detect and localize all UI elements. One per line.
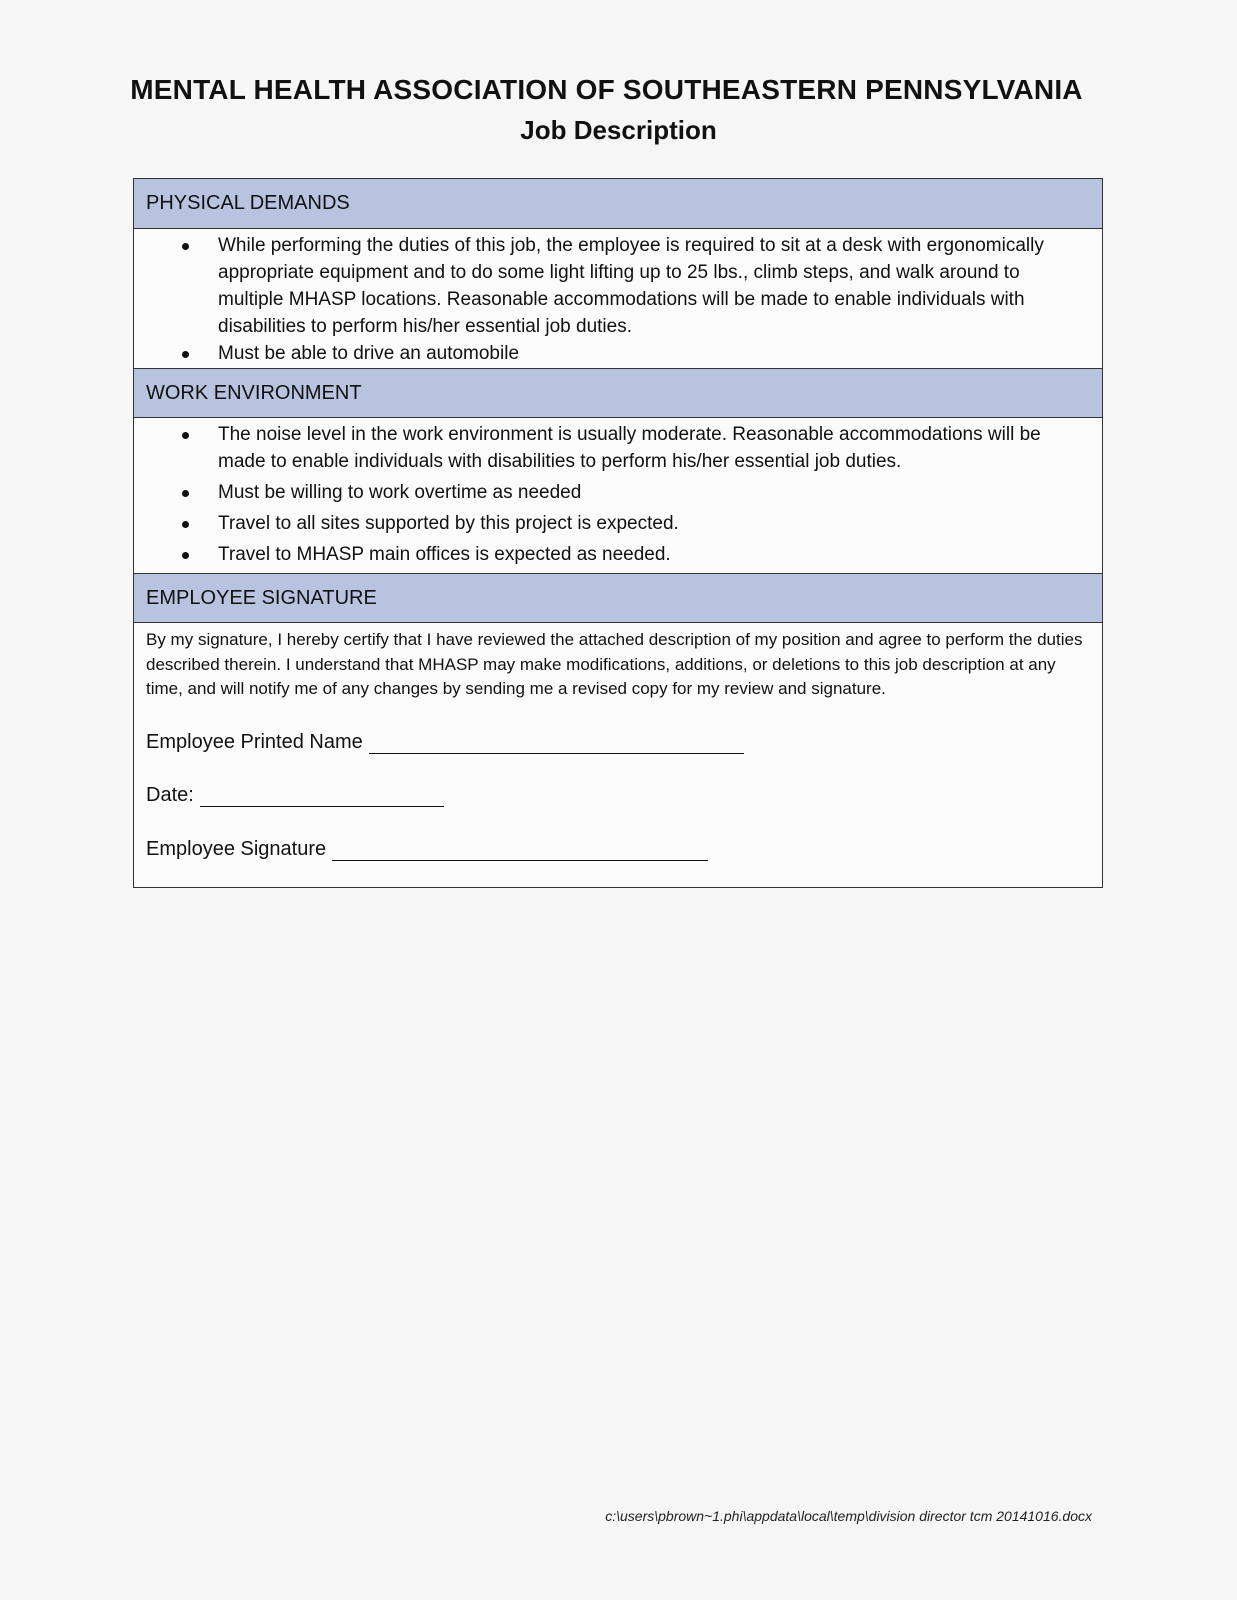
bullet-icon bbox=[182, 552, 189, 559]
employee-signature-heading: EMPLOYEE SIGNATURE bbox=[146, 586, 377, 609]
signature-field[interactable] bbox=[332, 840, 708, 861]
list-item bbox=[134, 421, 1102, 475]
certification-statement: By my signature, I hereby certify that I have reviewed the attached description of my position and agree to perform the duties described therein. I understand that MHASP may make modifications, additions, or deletions to this job description at any time, and will notify me of any changes by sending me a revised copy for my review and signature. bbox=[146, 630, 1083, 698]
list-item-text: The noise level in the work environment is usually moderate. Reasonable accommodations will be made to enable individuals with disabilities to perform his/her essential job duties. bbox=[218, 424, 1041, 472]
list-item-text: Must be able to drive an automobile bbox=[218, 343, 520, 364]
list-item-text: Must be willing to work overtime as needed bbox=[218, 482, 582, 503]
job-description-table bbox=[133, 178, 1103, 888]
date-field[interactable] bbox=[200, 786, 444, 807]
employee-signature-body bbox=[134, 623, 1102, 887]
physical-demands-header bbox=[134, 179, 1102, 229]
footer-file-path: c:\users\pbrown~1.phi\appdata\local\temp\division director tcm 20141016.docx bbox=[605, 1508, 1092, 1524]
work-environment-header bbox=[134, 368, 1102, 418]
bullet-icon bbox=[182, 351, 189, 358]
document-title: Job Description bbox=[520, 115, 717, 145]
bullet-icon bbox=[182, 243, 189, 250]
bullet-icon bbox=[182, 432, 189, 439]
list-item bbox=[134, 479, 1102, 506]
list-item bbox=[134, 232, 1102, 340]
physical-demands-list bbox=[134, 232, 1102, 367]
physical-demands-heading: PHYSICAL DEMANDS bbox=[146, 192, 350, 214]
printed-name-field[interactable] bbox=[369, 733, 744, 754]
list-item bbox=[134, 541, 1102, 568]
list-item-text: Travel to all sites supported by this project is expected. bbox=[218, 513, 679, 534]
printed-name-row bbox=[146, 724, 1090, 754]
signature-label: Employee Signature bbox=[146, 837, 327, 860]
organization-title: MENTAL HEALTH ASSOCIATION OF SOUTHEASTERN PENNSYLVANIA bbox=[130, 74, 1083, 105]
work-environment-list bbox=[134, 421, 1102, 568]
employee-signature-header bbox=[134, 573, 1102, 623]
work-environment-heading: WORK ENVIRONMENT bbox=[146, 381, 362, 404]
work-environment-body bbox=[134, 418, 1102, 573]
list-item-text: Travel to MHASP main offices is expected as needed. bbox=[218, 544, 671, 565]
list-item bbox=[134, 510, 1102, 537]
printed-name-label: Employee Printed Name bbox=[146, 730, 363, 753]
list-item bbox=[134, 340, 1102, 367]
signature-row bbox=[146, 831, 1090, 861]
date-row bbox=[146, 777, 1090, 807]
list-item-text: While performing the duties of this job, the employee is required to sit at a desk with ergonomically appropriate equipment and to do some light lifting up to 25 lbs., climb steps, and walk around to multiple MHASP locations. Reasonable accommodations will be made to enable individuals with disabilities to perform his/her essential job duties. bbox=[218, 235, 1044, 337]
date-label: Date: bbox=[146, 783, 194, 806]
physical-demands-body bbox=[134, 229, 1102, 368]
bullet-icon bbox=[182, 490, 189, 497]
bullet-icon bbox=[182, 521, 189, 528]
